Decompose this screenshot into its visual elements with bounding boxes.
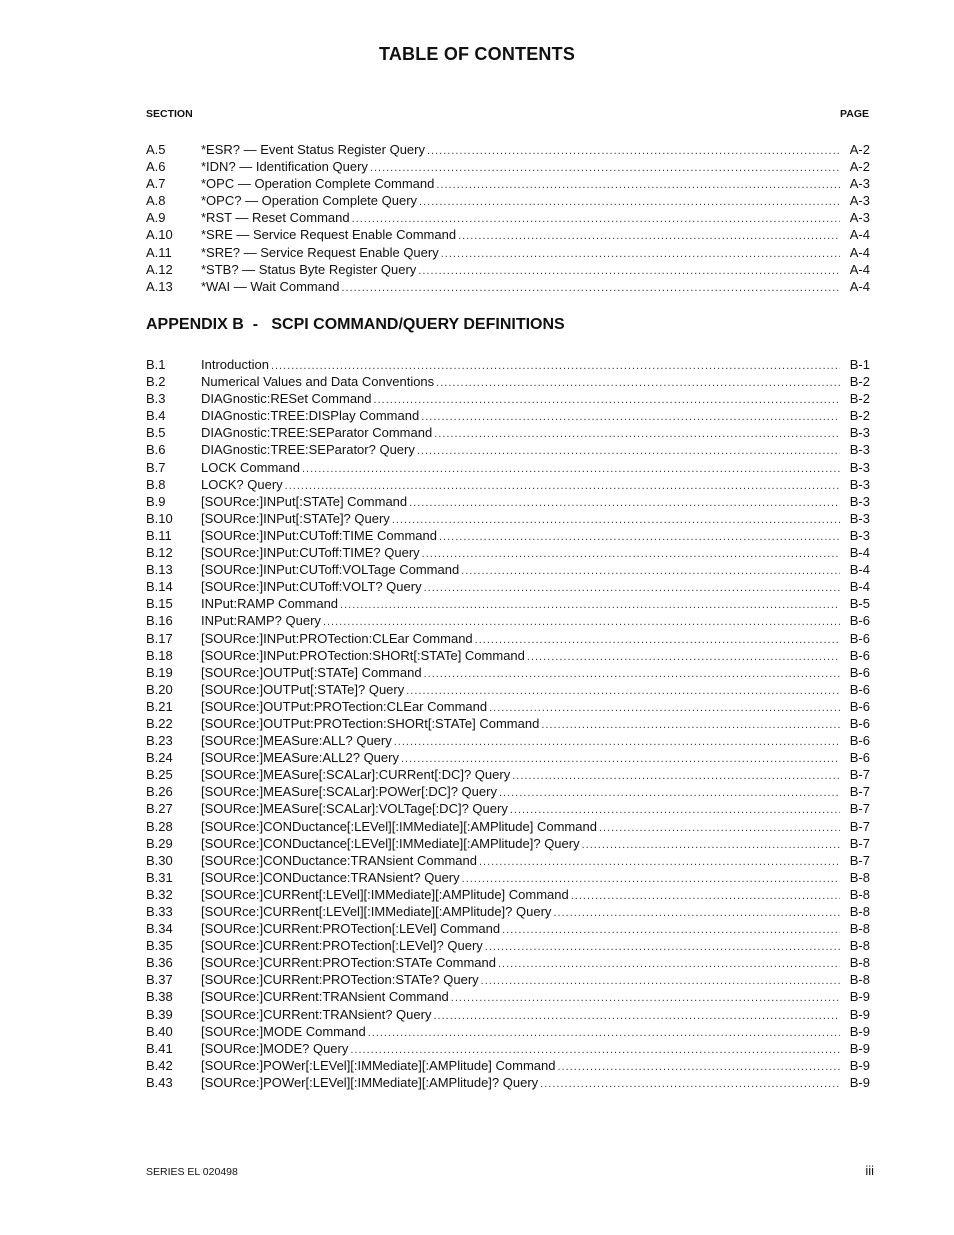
toc-entry-title: [SOURce:]INPut:CUToff:VOLT? Query — [201, 579, 422, 595]
toc-entry-number: B.11 — [146, 527, 172, 543]
toc-entry-page: B-6 — [849, 733, 870, 749]
toc-entry[interactable] — [146, 278, 870, 295]
toc-entry-number: B.28 — [146, 818, 173, 834]
toc-dot-leader — [370, 160, 840, 177]
toc-entry[interactable] — [146, 261, 870, 278]
toc-entry-page: B-9 — [849, 1057, 870, 1073]
toc-entry-number: B.34 — [146, 921, 173, 937]
toc-entry[interactable] — [146, 373, 870, 390]
toc-entry-page: B-6 — [849, 664, 870, 680]
toc-entry[interactable] — [146, 226, 870, 243]
toc-entry-title: [SOURce:]MODE? Query — [201, 1040, 349, 1056]
toc-entry-title: DIAGnostic:TREE:SEParator? Query — [201, 442, 415, 458]
toc-entry-title: [SOURce:]INPut:CUToff:TIME? Query — [201, 545, 420, 561]
toc-entry-number: B.27 — [146, 801, 173, 817]
appendix-b-label: APPENDIX B - — [146, 316, 259, 333]
toc-entry-number: A.5 — [146, 142, 166, 157]
toc-entry-number: B.19 — [146, 664, 173, 680]
toc-entry-title: DIAGnostic:TREE:DISPlay Command — [201, 408, 420, 424]
toc-entry-number: B.23 — [146, 733, 173, 749]
toc-entry-title: DIAGnostic:TREE:SEParator Command — [201, 425, 433, 441]
toc-entry[interactable] — [146, 561, 870, 578]
toc-entry[interactable] — [146, 441, 870, 458]
toc-entry-title: LOCK Command — [201, 459, 300, 475]
toc-entry-number: A.9 — [146, 210, 166, 226]
toc-entry-page: B-9 — [849, 989, 870, 1005]
toc-dot-leader — [424, 666, 840, 683]
toc-entry-title: [SOURce:]CURRent:PROTection[:LEVel] Command — [201, 921, 501, 937]
toc-entry[interactable] — [146, 852, 870, 869]
toc-entry-title: [SOURce:]POWer[:LEVel][:IMMediate][:AMPlitude] Command — [201, 1057, 556, 1073]
toc-entry-title: LOCK? Query — [201, 476, 283, 492]
page-title: TABLE OF CONTENTS — [378, 44, 576, 64]
toc-dot-leader — [481, 973, 840, 990]
toc-entry-number: B.3 — [146, 391, 166, 407]
toc-dot-leader — [340, 597, 840, 614]
toc-entry[interactable] — [146, 356, 870, 373]
toc-entry[interactable] — [146, 407, 870, 424]
toc-entry-number: B.30 — [146, 852, 173, 868]
toc-entry-number: B.26 — [146, 784, 173, 800]
toc-entry-page: A-3 — [849, 193, 870, 209]
toc-entry-number: B.13 — [146, 562, 173, 578]
toc-entry-page: B-8 — [849, 955, 870, 971]
toc-entry-page: B-3 — [849, 459, 870, 475]
toc-entry[interactable] — [146, 869, 870, 886]
toc-entry-page: B-8 — [849, 869, 870, 885]
toc-dot-leader — [479, 854, 840, 871]
toc-entry[interactable] — [146, 971, 870, 988]
toc-entry[interactable] — [146, 476, 870, 493]
toc-entry-page: A-4 — [849, 261, 870, 277]
toc-entry[interactable] — [146, 664, 870, 681]
toc-dot-leader — [527, 649, 840, 666]
toc-entry-title: INPut:RAMP Command — [201, 596, 339, 612]
toc-entry[interactable] — [146, 141, 870, 158]
toc-entry[interactable] — [146, 1023, 870, 1040]
toc-entry-number: B.29 — [146, 835, 173, 851]
toc-dot-leader — [553, 905, 840, 922]
toc-entry-page: B-7 — [849, 818, 870, 834]
toc-dot-leader — [451, 990, 840, 1007]
toc-entry-page: B-5 — [849, 596, 870, 612]
toc-entry-number: B.8 — [146, 476, 166, 492]
toc-dot-leader — [498, 956, 840, 973]
toc-entry-page: B-2 — [849, 391, 870, 407]
toc-entry-page: B-7 — [849, 767, 870, 783]
toc-entry-title: [SOURce:]OUTPut:PROTection:SHORt[:STATe] Command — [201, 715, 540, 731]
toc-entry-page: B-8 — [849, 972, 870, 988]
toc-entry-page: B-8 — [849, 904, 870, 919]
toc-entry-title: *OPC? — Operation Complete Query — [201, 193, 418, 209]
toc-entry-page: A-2 — [849, 159, 870, 175]
toc-entry-title: [SOURce:]MODE Command — [201, 1023, 366, 1039]
toc-entry-title: [SOURce:]MEASure[:SCALar]:VOLTage[:DC]? Query — [201, 801, 508, 817]
toc-entry-page: B-9 — [849, 1006, 870, 1022]
toc-entry-number: B.21 — [146, 698, 173, 714]
toc-entry-number: B.14 — [146, 579, 173, 595]
toc-dot-leader — [368, 1025, 840, 1042]
toc-group-appendix-a — [146, 141, 870, 295]
toc-entry[interactable] — [146, 1040, 870, 1057]
toc-entry-number: B.20 — [146, 681, 173, 697]
toc-dot-leader — [422, 546, 840, 563]
toc-entry-page: B-3 — [849, 476, 870, 492]
toc-entry[interactable] — [146, 612, 870, 629]
toc-entry[interactable] — [146, 493, 870, 510]
toc-entry[interactable] — [146, 595, 870, 612]
toc-entry-title: *RST — Reset Command — [201, 210, 350, 226]
toc-entry-title: DIAGnostic:RESet Command — [201, 391, 372, 407]
toc-entry-page: B-6 — [849, 681, 870, 697]
toc-entry-page: B-4 — [849, 562, 870, 578]
footer-page-number: iii — [865, 1163, 874, 1178]
toc-entry-title: [SOURce:]INPut:PROTection:CLEar Command — [201, 630, 473, 646]
toc-entry-number: B.31 — [146, 869, 173, 885]
toc-entry[interactable] — [146, 920, 870, 937]
toc-entry[interactable] — [146, 390, 870, 407]
toc-dot-leader — [302, 461, 840, 478]
toc-entry-title: [SOURce:]MEASure[:SCALar]:CURRent[:DC]? Query — [201, 767, 511, 783]
toc-entry-page: B-7 — [849, 801, 870, 817]
toc-entry-page: B-6 — [849, 647, 870, 663]
toc-entry-number: A.10 — [146, 227, 173, 243]
toc-entry-number: B.5 — [146, 425, 166, 441]
toc-dot-leader — [439, 529, 840, 546]
toc-dot-leader — [424, 580, 840, 597]
toc-entry-number: A.7 — [146, 176, 166, 192]
toc-dot-leader — [434, 426, 840, 443]
toc-entry[interactable] — [146, 424, 870, 441]
toc-entry[interactable] — [146, 800, 870, 817]
toc-entry[interactable] — [146, 1057, 870, 1074]
toc-dot-leader — [475, 632, 840, 649]
toc-entry-page: B-6 — [849, 613, 870, 629]
toc-entry-number: B.16 — [146, 613, 173, 629]
toc-entry-number: B.7 — [146, 459, 166, 475]
toc-entry-number: B.39 — [146, 1006, 173, 1022]
toc-entry-title: [SOURce:]CONDuctance[:LEVel][:IMMediate][:AMPlitude]? Query — [201, 835, 580, 851]
toc-entry[interactable] — [146, 749, 870, 766]
toc-entry-title: [SOURce:]OUTPut[:STATe] Command — [201, 664, 422, 680]
toc-entry-page: A-2 — [849, 142, 870, 157]
toc-dot-leader — [458, 228, 840, 245]
toc-entry-number: B.6 — [146, 442, 166, 458]
toc-entry-number: B.17 — [146, 630, 173, 646]
toc-entry-title: *SRE — Service Request Enable Command — [201, 227, 457, 243]
toc-entry-page: B-8 — [849, 921, 870, 937]
toc-entry[interactable] — [146, 681, 870, 698]
toc-entry[interactable] — [146, 209, 870, 226]
toc-entry-number: B.2 — [146, 374, 166, 390]
toc-entry[interactable] — [146, 835, 870, 852]
toc-dot-leader — [427, 143, 840, 160]
toc-entry[interactable] — [146, 544, 870, 561]
toc-entry-number: B.33 — [146, 904, 173, 919]
toc-entry-page: B-3 — [849, 510, 870, 526]
toc-entry-page: B-8 — [849, 938, 870, 954]
toc-entry[interactable] — [146, 1074, 870, 1091]
toc-entry-title: [SOURce:]CONDuctance:TRANsient? Query — [201, 869, 460, 885]
toc-entry-title: [SOURce:]INPut[:STATe]? Query — [201, 510, 390, 526]
toc-dot-leader — [433, 1008, 840, 1025]
toc-entry-title: INPut:RAMP? Query — [201, 613, 321, 629]
toc-entry-title: [SOURce:]CURRent[:LEVel][:IMMediate][:AMPlitude]? Query — [201, 904, 552, 919]
toc-entry-page: B-8 — [849, 886, 870, 902]
toc-entry-number: A.13 — [146, 278, 173, 294]
toc-entry[interactable] — [146, 937, 870, 954]
toc-entry-page: B-3 — [849, 425, 870, 441]
toc-entry-number: A.6 — [146, 159, 166, 175]
toc-entry-number: B.12 — [146, 545, 173, 561]
toc-entry-page: A-3 — [849, 176, 870, 192]
toc-entry[interactable] — [146, 459, 870, 476]
toc-entry-page: B-6 — [849, 698, 870, 714]
toc-entry[interactable] — [146, 630, 870, 647]
toc-entry-title: [SOURce:]INPut:CUToff:TIME Command — [201, 527, 437, 543]
toc-dot-leader — [502, 922, 840, 939]
toc-entry-number: B.1 — [146, 357, 166, 372]
toc-dot-leader — [599, 820, 840, 837]
toc-entry-page: B-7 — [849, 852, 870, 868]
toc-dot-leader — [571, 888, 840, 905]
toc-entry-number: B.37 — [146, 972, 173, 988]
toc-entry-title: *SRE? — Service Request Enable Query — [201, 244, 439, 260]
toc-entry-number: B.9 — [146, 493, 166, 509]
toc-entry-page: B-6 — [849, 715, 870, 731]
toc-entry-page: A-4 — [849, 227, 870, 243]
footer-series: SERIES EL 020498 — [146, 1166, 238, 1178]
toc-entry-page: B-6 — [849, 750, 870, 766]
toc-dot-leader — [409, 495, 840, 512]
toc-entry[interactable] — [146, 954, 870, 971]
toc-entry-number: B.41 — [146, 1040, 173, 1056]
section-column-header: SECTION — [146, 108, 193, 120]
toc-entry-number: B.15 — [146, 596, 173, 612]
toc-entry-number: B.36 — [146, 955, 173, 971]
appendix-b-heading — [146, 316, 565, 334]
toc-dot-leader — [392, 512, 840, 529]
toc-dot-leader — [512, 768, 840, 785]
toc-entry-page: B-7 — [849, 835, 870, 851]
toc-entry-page: B-4 — [849, 545, 870, 561]
toc-dot-leader — [436, 375, 840, 392]
toc-dot-leader — [374, 392, 840, 409]
toc-entry-title: [SOURce:]OUTPut:PROTection:CLEar Command — [201, 698, 488, 714]
toc-entry-page: A-3 — [849, 210, 870, 226]
toc-entry[interactable] — [146, 527, 870, 544]
toc-entry-page: B-1 — [849, 357, 870, 372]
toc-entry[interactable] — [146, 715, 870, 732]
toc-entry-title: [SOURce:]CURRent:PROTection[:LEVel]? Query — [201, 938, 483, 954]
toc-entry-title: [SOURce:]MEASure[:SCALar]:POWer[:DC]? Query — [201, 784, 497, 800]
toc-entry-title: [SOURce:]MEASure:ALL2? Query — [201, 750, 399, 766]
toc-group-appendix-b — [146, 356, 870, 1091]
toc-entry-title: [SOURce:]CONDuctance[:LEVel][:IMMediate][:AMPlitude] Command — [201, 818, 597, 834]
toc-dot-leader — [540, 1076, 840, 1093]
toc-dot-leader — [341, 280, 840, 297]
toc-dot-leader — [394, 734, 840, 751]
toc-entry-title: [SOURce:]INPut[:STATe] Command — [201, 493, 408, 509]
toc-entry-number: B.24 — [146, 750, 173, 766]
toc-entry-number: B.4 — [146, 408, 166, 424]
toc-entry[interactable] — [146, 766, 870, 783]
toc-entry-number: B.32 — [146, 886, 173, 902]
toc-entry-page: B-3 — [849, 493, 870, 509]
toc-entry-title: [SOURce:]CURRent:TRANsient? Query — [201, 1006, 432, 1022]
toc-entry-title: *STB? — Status Byte Register Query — [201, 261, 417, 277]
toc-entry-page: B-9 — [849, 1023, 870, 1039]
toc-entry[interactable] — [146, 698, 870, 715]
toc-dot-leader — [485, 939, 840, 956]
toc-entry[interactable] — [146, 578, 870, 595]
toc-entry-page: B-3 — [849, 527, 870, 543]
toc-dot-leader — [499, 785, 840, 802]
toc-dot-leader — [421, 409, 840, 426]
toc-dot-leader — [418, 263, 840, 280]
toc-entry-number: B.40 — [146, 1023, 173, 1039]
toc-entry-title: [SOURce:]CURRent[:LEVel][:IMMediate][:AMPlitude] Command — [201, 886, 569, 902]
toc-entry[interactable] — [146, 510, 870, 527]
toc-entry-title: [SOURce:]INPut:CUToff:VOLTage Command — [201, 562, 460, 578]
toc-entry[interactable] — [146, 886, 870, 903]
toc-entry-page: A-4 — [849, 244, 870, 260]
toc-entry-page: B-3 — [849, 442, 870, 458]
toc-entry-title: Numerical Values and Data Conventions — [201, 374, 435, 390]
toc-entry-title: *WAI — Wait Command — [201, 278, 340, 294]
toc-entry-page: B-6 — [849, 630, 870, 646]
toc-dot-leader — [558, 1059, 841, 1076]
toc-entry-number: B.18 — [146, 647, 173, 663]
toc-entry[interactable] — [146, 175, 870, 192]
toc-entry-title: [SOURce:]POWer[:LEVel][:IMMediate][:AMPlitude]? Query — [201, 1074, 539, 1090]
toc-entry-title: [SOURce:]CURRent:PROTection:STATe? Query — [201, 972, 479, 988]
toc-entry-title: [SOURce:]MEASure:ALL? Query — [201, 733, 392, 749]
toc-entry-title: [SOURce:]INPut:PROTection:SHORt[:STATe] Command — [201, 647, 525, 663]
appendix-b-title: SCPI COMMAND/QUERY DEFINITIONS — [271, 316, 565, 333]
toc-entry[interactable] — [146, 818, 870, 835]
toc-entry[interactable] — [146, 903, 870, 920]
toc-entry-title: *OPC — Operation Complete Command — [201, 176, 435, 192]
toc-entry-number: B.35 — [146, 938, 173, 954]
toc-entry-number: A.11 — [146, 244, 172, 260]
toc-entry[interactable] — [146, 192, 870, 209]
toc-entry-page: A-4 — [849, 278, 870, 294]
toc-entry-title: *IDN? — Identification Query — [201, 159, 368, 175]
toc-entry-number: B.22 — [146, 715, 173, 731]
toc-entry-title: [SOURce:]CONDuctance:TRANsient Command — [201, 852, 477, 868]
toc-entry-title: *ESR? — Event Status Register Query — [201, 142, 425, 157]
toc-entry[interactable] — [146, 158, 870, 175]
toc-entry-page: B-9 — [849, 1074, 870, 1090]
toc-entry[interactable] — [146, 732, 870, 749]
toc-entry-page: B-4 — [849, 579, 870, 595]
toc-entry-title: [SOURce:]OUTPut[:STATe]? Query — [201, 681, 405, 697]
toc-entry-number: B.10 — [146, 510, 173, 526]
toc-entry-page: B-2 — [849, 408, 870, 424]
toc-entry-number: B.38 — [146, 989, 173, 1005]
toc-entry[interactable] — [146, 988, 870, 1005]
toc-dot-leader — [582, 837, 840, 854]
toc-entry-page: B-2 — [849, 374, 870, 390]
toc-entry-number: B.42 — [146, 1057, 173, 1073]
toc-entry-page: B-7 — [849, 784, 870, 800]
toc-dot-leader — [417, 443, 840, 460]
toc-entry-title: [SOURce:]CURRent:PROTection:STATe Command — [201, 955, 496, 971]
toc-entry-title: [SOURce:]CURRent:TRANsient Command — [201, 989, 449, 1005]
toc-entry[interactable] — [146, 783, 870, 800]
toc-entry-number: B.25 — [146, 767, 173, 783]
toc-entry-number: A.12 — [146, 261, 173, 277]
toc-dot-leader — [541, 717, 840, 734]
page-column-header: PAGE — [840, 108, 869, 120]
toc-dot-leader — [461, 563, 840, 580]
toc-dot-leader — [436, 177, 840, 194]
toc-entry-title: Introduction — [201, 357, 269, 372]
toc-dot-leader — [419, 194, 840, 211]
toc-dot-leader — [489, 700, 840, 717]
toc-entry[interactable] — [146, 244, 870, 261]
toc-entry[interactable] — [146, 1006, 870, 1023]
toc-dot-leader — [441, 246, 840, 263]
toc-entry[interactable] — [146, 647, 870, 664]
toc-entry-page: B-9 — [849, 1040, 870, 1056]
toc-entry-number: B.43 — [146, 1074, 173, 1090]
toc-entry-number: A.8 — [146, 193, 166, 209]
